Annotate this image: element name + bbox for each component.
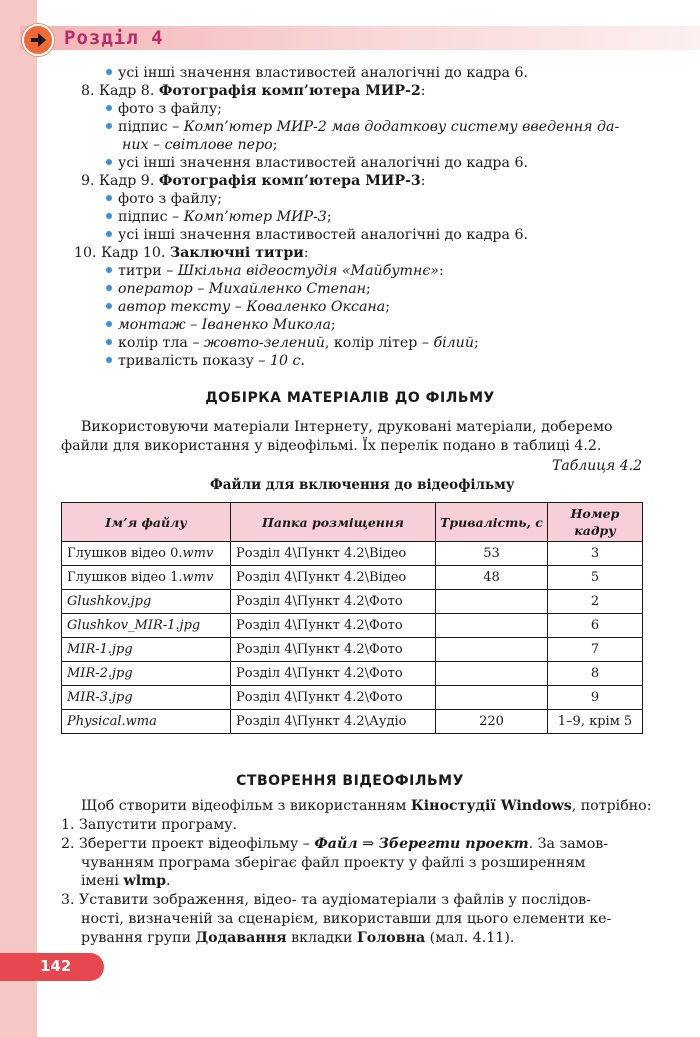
cell-folder: Розділ 4\Пункт 4.2\Фото — [231, 614, 436, 638]
table-row — [62, 542, 643, 566]
cell-duration — [436, 638, 548, 662]
bullet-item — [106, 298, 390, 316]
table-row — [62, 662, 643, 686]
cell-folder: Розділ 4\Пункт 4.2\Фото — [231, 590, 436, 614]
bullet-item — [106, 118, 619, 136]
step-line — [61, 891, 591, 909]
table-row — [62, 638, 643, 662]
cell-frame: 9 — [548, 686, 643, 710]
bullet-icon — [106, 321, 112, 327]
heading-create-film: СТВОРЕННЯ ВІДЕОФІЛЬМУ — [236, 773, 464, 789]
text-run: : — [420, 83, 426, 99]
text-run: 9. Кадр 9. — [81, 173, 159, 189]
cell-folder: Розділ 4\Пункт 4.2\Фото — [231, 662, 436, 686]
bullet-icon — [106, 285, 112, 291]
text-run: підпис – — [118, 119, 184, 135]
text-run: них – світлове перо — [122, 137, 273, 153]
cell-frame: 7 — [548, 638, 643, 662]
filename-ext: Physical.wma — [67, 714, 157, 729]
text-run: Комп’ютер МИР-3 — [183, 209, 327, 225]
text-run: Файл — [314, 836, 358, 852]
list-line — [74, 244, 309, 262]
bullet-item — [106, 100, 222, 118]
bullet-icon — [106, 123, 112, 129]
bullet-icon — [106, 339, 112, 345]
text-run: 3. Уставити зображення, відео- та аудіоматеріали з файлів у послідов- — [61, 892, 591, 908]
table-body — [62, 542, 643, 734]
text-run: . За замов- — [528, 836, 609, 852]
cell-duration — [436, 590, 548, 614]
text-run: Кіностудії Windows — [410, 798, 572, 814]
text-run: 10 с — [269, 353, 301, 369]
table-row — [62, 710, 643, 734]
page-number: 142 — [40, 957, 72, 975]
cell-frame: 6 — [548, 614, 643, 638]
table-row — [62, 686, 643, 710]
text-run: фото з файлу; — [118, 191, 222, 207]
text-run: 2. Зберегти проект відеофільму – — [61, 836, 315, 852]
step-line — [61, 835, 608, 853]
text-run: Щоб створити відеофільм з використанням — [81, 798, 411, 814]
step-line — [81, 872, 171, 890]
cell-duration: 220 — [436, 710, 548, 734]
bullet-icon — [106, 159, 112, 165]
text-run: (мал. 4.11). — [425, 930, 515, 946]
text-run: титри – — [118, 263, 178, 279]
text-run: фото з файлу; — [118, 101, 222, 117]
cell-duration: 48 — [436, 566, 548, 590]
col-header-folder: Папка розміщення — [231, 503, 436, 542]
table-row — [62, 614, 643, 638]
cell-frame: 8 — [548, 662, 643, 686]
text-run: усі інші значення властивостей аналогічні до кадра 6. — [118, 227, 528, 243]
text-run: оператор – Михайленко Степан — [118, 281, 367, 297]
step-line — [81, 929, 514, 947]
text-run: Фотографія комп’ютера МИР-2 — [158, 83, 421, 99]
bullet-item — [106, 64, 528, 82]
text-run: : — [420, 173, 426, 189]
list-line — [81, 82, 426, 100]
paragraph-line: Використовуючи матеріали Інтернету, друковані матеріали, доберемо — [81, 419, 613, 435]
heading-materials: ДОБІРКА МАТЕРІАЛІВ ДО ФІЛЬМУ — [205, 390, 495, 406]
text-run: . — [300, 353, 305, 369]
cell-filename — [62, 590, 231, 614]
bullet-icon — [106, 213, 112, 219]
filename-ext: Glushkov_MIR-1.jpg — [67, 618, 201, 633]
cell-duration — [436, 614, 548, 638]
text-run: усі інші значення властивостей аналогічні до кадра 6. — [118, 65, 528, 81]
section-title: Розділ 4 — [64, 27, 164, 49]
text-run: рування групи — [81, 930, 196, 946]
step-line — [81, 910, 611, 928]
text-run: ; — [330, 317, 336, 333]
text-run: Головна — [356, 930, 426, 946]
bullet-item — [106, 208, 332, 226]
cell-frame: 2 — [548, 590, 643, 614]
cell-folder: Розділ 4\Пункт 4.2\Фото — [231, 638, 436, 662]
text-run: 1. Запустити програму. — [61, 817, 238, 833]
bullet-icon — [106, 195, 112, 201]
text-run: ; — [326, 209, 332, 225]
bullet-icon — [106, 231, 112, 237]
filename-ext: Glushkov.jpg — [67, 594, 152, 609]
text-run: Заключні титри — [169, 245, 304, 261]
cell-filename — [62, 710, 231, 734]
text-run: Шкільна відеостудія «Майбутнє» — [177, 263, 439, 279]
paragraph-line: файли для використання у відеофільмі. Їх перелік подано в таблиці 4.2. — [61, 438, 602, 454]
text-run: Комп’ютер МИР-2 мав додаткову систему введення да- — [183, 119, 620, 135]
filename-base: Глушков відео 0. — [67, 546, 183, 561]
filename-ext: wmv — [182, 546, 214, 561]
cell-filename — [62, 566, 231, 590]
table-row — [62, 590, 643, 614]
bullet-icon — [106, 69, 112, 75]
cell-filename — [62, 638, 231, 662]
filename-ext: MIR-2.jpg — [67, 666, 133, 681]
bullet-icon — [106, 357, 112, 363]
cell-duration: 53 — [436, 542, 548, 566]
text-run: монтаж – Іваненко Микола — [118, 317, 331, 333]
list-line — [81, 172, 426, 190]
table-row — [62, 566, 643, 590]
bullet-icon — [106, 267, 112, 273]
text-run: усі інші значення властивостей аналогічні до кадра 6. — [118, 155, 528, 171]
bullet-item — [106, 262, 444, 280]
text-run: вкладки — [286, 930, 357, 946]
arrow-right-icon — [22, 24, 54, 56]
table-title: Файли для включення до відеофільму — [210, 477, 515, 493]
cell-folder: Розділ 4\Пункт 4.2\Відео — [231, 566, 436, 590]
text-run: ⇒ — [357, 836, 379, 852]
bullet-item — [106, 334, 479, 352]
cell-frame: 5 — [548, 566, 643, 590]
cell-duration — [436, 662, 548, 686]
text-run: 10. Кадр 10. — [74, 245, 170, 261]
text-run: Фотографія комп’ютера МИР-3 — [158, 173, 421, 189]
cell-filename — [62, 614, 231, 638]
bullet-icon — [106, 303, 112, 309]
text-run: чуванням програма зберігає файл проекту у файлі з розширенням — [81, 855, 586, 871]
cell-folder: Розділ 4\Пункт 4.2\Відео — [231, 542, 436, 566]
text-run: ; — [272, 137, 278, 153]
text-run: імені — [81, 873, 124, 889]
text-run: , потрібно: — [571, 798, 652, 814]
table-caption: Таблиця 4.2 — [552, 458, 642, 474]
text-run: колір тла – — [118, 335, 204, 351]
text-run: wlmp — [123, 873, 167, 889]
col-header-frame: Номер кадру — [548, 503, 643, 542]
step-line — [81, 797, 652, 815]
text-run: ності, визначеній за сценарієм, використавши для цього елементи ке- — [81, 911, 612, 927]
step-line — [61, 816, 237, 834]
filename-base: Глушков відео 1. — [67, 570, 183, 585]
bullet-item — [106, 154, 528, 172]
text-run: ; — [385, 299, 390, 315]
col-header-filename: Ім’я файлу — [62, 503, 231, 542]
cell-duration — [436, 686, 548, 710]
filename-ext: MIR-1.jpg — [67, 642, 133, 657]
text-run: 8. Кадр 8. — [81, 83, 159, 99]
cell-filename — [62, 662, 231, 686]
cell-filename — [62, 542, 231, 566]
bullet-item — [106, 190, 222, 208]
bullet-icon — [106, 105, 112, 111]
text-run: Додавання — [195, 930, 287, 946]
list-line — [122, 136, 277, 154]
page-margin — [0, 0, 37, 1037]
text-run: автор тексту – Коваленко Оксана — [118, 299, 386, 315]
cell-folder: Розділ 4\Пункт 4.2\Фото — [231, 686, 436, 710]
cell-folder: Розділ 4\Пункт 4.2\Аудіо — [231, 710, 436, 734]
cell-filename — [62, 686, 231, 710]
filename-ext: MIR-3.jpg — [67, 690, 133, 705]
text-run: ; — [473, 335, 479, 351]
filename-ext: wmv — [182, 570, 214, 585]
bullet-item — [106, 316, 336, 334]
text-run: білий — [433, 335, 474, 351]
text-run: Зберегти проект — [378, 836, 529, 852]
text-run: : — [439, 263, 444, 279]
text-run: жовто-зелений — [203, 335, 325, 351]
bullet-item — [106, 226, 528, 244]
text-run: тривалість показу – — [118, 353, 270, 369]
col-header-duration: Тривалість, с — [436, 503, 548, 542]
text-run: . — [166, 873, 171, 889]
cell-frame: 1–9, крім 5 — [548, 710, 643, 734]
step-line — [81, 854, 585, 872]
text-run: , колір літер – — [324, 335, 434, 351]
files-table — [61, 502, 643, 734]
text-run: ; — [366, 281, 371, 297]
text-run: : — [303, 245, 309, 261]
bullet-item — [106, 280, 371, 298]
bullet-item — [106, 352, 305, 370]
cell-frame: 3 — [548, 542, 643, 566]
text-run: підпис – — [118, 209, 184, 225]
